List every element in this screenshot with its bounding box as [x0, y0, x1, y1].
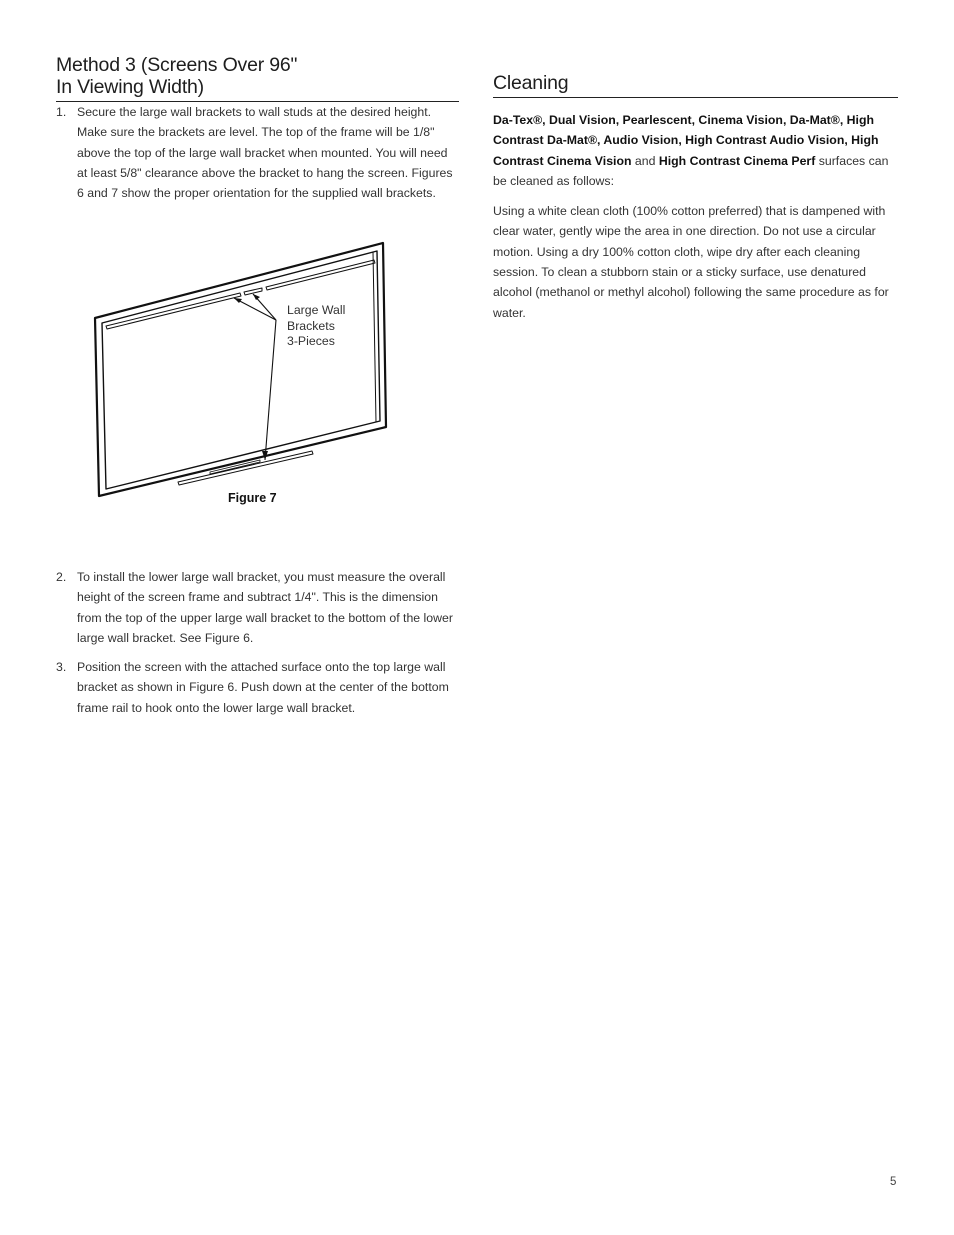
step-text: To install the lower large wall bracket, you must measure the overall height of the screen frame and subtract 1/4". This is the dimension from the top of the upper large wall bracket to the bottom of the lower large wall bracket. See Figure 6. — [77, 570, 453, 645]
step-text: Secure the large wall brackets to wall studs at the desired height. Make sure the brackets are level. The top of the frame will be 1/8" above the top of the large wall bracket when mounted. You will need at least 5/8" clearance above the bracket to hang the screen. Figures 6 and 7 show the proper orientation for the supplied wall brackets. — [77, 105, 453, 201]
right-column — [493, 72, 898, 323]
upper-bracket-middle — [244, 288, 262, 295]
cleaning-intro — [493, 110, 898, 191]
screen-frame-illustration — [90, 240, 390, 515]
heading-line-2: In Viewing Width) — [56, 76, 204, 98]
leader-line-3 — [265, 320, 276, 460]
step-item — [56, 567, 459, 648]
leader-line-1 — [234, 298, 276, 320]
intro-conjunction: and — [631, 153, 659, 168]
bracket-callout — [287, 303, 345, 350]
lower-bracket — [178, 451, 313, 485]
frame-outer — [95, 243, 386, 496]
step-number: 3. — [56, 660, 67, 674]
heading-line-1: Method 3 (Screens Over 96" — [56, 54, 298, 76]
arrowhead-2 — [253, 294, 260, 300]
steps-list-continued — [56, 657, 459, 718]
surface-names: Da-Tex®, Dual Vision, Pearlescent, Cinema Vision, Da-Mat®, High Contrast Da-Mat®, Audio Vision, High Contrast Audio Vision, High Contrast Cinema Vision — [493, 113, 879, 168]
surface-name-perf: High Contrast Cinema Perf — [658, 153, 816, 168]
step-number: 1. — [56, 105, 67, 119]
step-text: Position the screen with the attached surface onto the top large wall bracket as shown in Figure 6. Push down at the center of the bottom frame rail to hook onto the lower large wall bracket. — [77, 660, 449, 715]
cleaning-instructions: Using a white clean cloth (100% cotton preferred) that is dampened with clear water, gently wipe the area in one direction. Do not use a circular motion. Using a dry 100% cotton cloth, wipe dry after each cleaning session. To clean a stubborn stain or a sticky surface, use denatured alcohol (methanol or methyl alcohol) following the same procedure as for water. — [493, 204, 889, 320]
intro-rest: surfaces can be cleaned as follows: — [493, 153, 889, 188]
step-number: 2. — [56, 570, 67, 584]
left-column — [56, 54, 459, 203]
step-item — [56, 657, 459, 718]
page-number: 5 — [890, 1176, 897, 1188]
frame-side-edge — [373, 252, 376, 422]
step-item — [56, 102, 459, 203]
method-3-heading — [56, 54, 459, 102]
frame-inner — [102, 251, 380, 489]
callout-line-2: Brackets — [287, 318, 335, 333]
steps-list-continued — [56, 567, 459, 648]
upper-bracket-right — [266, 260, 375, 290]
steps-list — [56, 102, 459, 203]
callout-line-3: 3-Pieces — [287, 334, 335, 349]
figure-7 — [90, 240, 390, 515]
figure-caption: Figure 7 — [228, 491, 277, 505]
arrowhead-1 — [234, 298, 242, 303]
callout-line-1: Large Wall — [287, 303, 346, 317]
cleaning-heading: Cleaning — [493, 72, 898, 98]
